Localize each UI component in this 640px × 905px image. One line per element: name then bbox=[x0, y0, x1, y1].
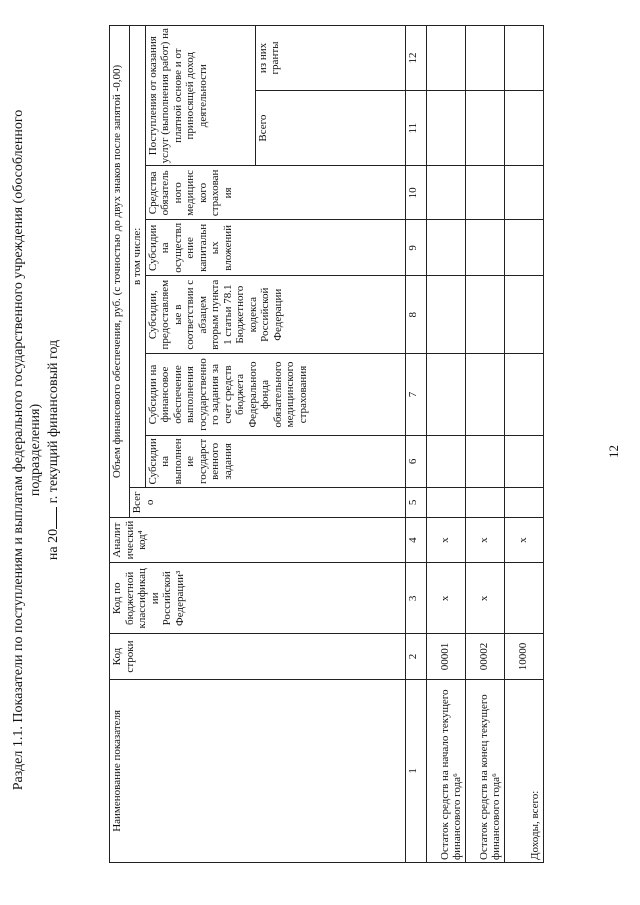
row-code: 00001 bbox=[426, 634, 465, 679]
row-budget-code: x bbox=[426, 563, 465, 634]
year-prefix: на 20 bbox=[46, 528, 61, 561]
header-col7: Субсидии на финансовое обеспечение выполнения государственного задания за счет средств бюджета Федерального фонда обязательного медицинского страхования bbox=[145, 354, 405, 436]
row-cell bbox=[426, 90, 465, 165]
col-number-7: 7 bbox=[405, 354, 426, 436]
header-volume: Объем финансового обеспечения, руб. (с точностью до двух знаков после запятой -0,00) bbox=[110, 26, 130, 518]
row-name: Остаток средств на конец текущего финансового года⁶ bbox=[465, 679, 504, 862]
header-col12: из них гранты bbox=[255, 26, 405, 91]
row-cell bbox=[465, 487, 504, 517]
table-row bbox=[504, 26, 543, 863]
row-cell bbox=[426, 354, 465, 436]
header-code: Код строки bbox=[110, 634, 406, 679]
page-number: 12 bbox=[606, 445, 621, 458]
col-number-10: 10 bbox=[405, 166, 426, 220]
col-number-8: 8 bbox=[405, 276, 426, 354]
row-cell bbox=[465, 435, 504, 487]
row-analytic-code: x bbox=[426, 517, 465, 562]
col-number-5: 5 bbox=[405, 487, 426, 517]
col-number-3: 3 bbox=[405, 563, 426, 634]
row-budget-code bbox=[504, 563, 543, 634]
col-number-12: 12 bbox=[405, 26, 426, 91]
table-row bbox=[465, 26, 504, 863]
row-cell bbox=[426, 487, 465, 517]
row-cell bbox=[504, 220, 543, 276]
table-row bbox=[426, 26, 465, 863]
header-col11: Всего bbox=[255, 90, 405, 165]
header-budget-code: Код по бюджетной классификации Российской Федерации³ bbox=[110, 563, 406, 634]
header-name: Наименование показателя bbox=[110, 679, 406, 862]
row-analytic-code: x bbox=[465, 517, 504, 562]
col-number-9: 9 bbox=[405, 220, 426, 276]
header-col9: Субсидии на осуществление капитальных вложений bbox=[145, 220, 405, 276]
year-blank bbox=[56, 507, 57, 529]
row-budget-code: x bbox=[465, 563, 504, 634]
header-col8: Субсидии, предоставляемые в соответствии с абзацем вторым пункта 1 статьи 78.1 Бюджетного кодекса Российской Федерации bbox=[145, 276, 405, 354]
row-cell bbox=[465, 90, 504, 165]
section-heading bbox=[10, 55, 62, 845]
row-cell bbox=[426, 166, 465, 220]
col-number-11: 11 bbox=[405, 90, 426, 165]
row-cell bbox=[504, 166, 543, 220]
header-col6: Субсидии на выполнение государственного задания bbox=[145, 435, 405, 487]
row-cell bbox=[426, 435, 465, 487]
year-suffix: г. текущий финансовый год bbox=[46, 339, 61, 504]
col-number-4: 4 bbox=[405, 517, 426, 562]
row-cell bbox=[426, 276, 465, 354]
header-col11-12: Поступления от оказания услуг (выполнения работ) на платной основе и от приносящей доход деятельности bbox=[145, 26, 255, 166]
col-number-6: 6 bbox=[405, 435, 426, 487]
row-analytic-code: x bbox=[504, 517, 543, 562]
heading-line-1: Раздел 1.1. Показатели по поступлениям и выплатам федерального государственного учреждения (обособленного bbox=[11, 109, 26, 791]
row-cell bbox=[504, 354, 543, 436]
header-total: Всего bbox=[130, 487, 406, 517]
indicators-table bbox=[109, 25, 544, 863]
col-number-2: 2 bbox=[405, 634, 426, 679]
row-cell bbox=[504, 90, 543, 165]
row-cell bbox=[465, 354, 504, 436]
header-col10: Средства обязательного медицинского страхования bbox=[145, 166, 405, 220]
header-analytic-code: Аналитический код⁴ bbox=[110, 517, 406, 562]
row-cell bbox=[504, 26, 543, 91]
row-cell bbox=[504, 435, 543, 487]
row-cell bbox=[504, 276, 543, 354]
heading-year-line bbox=[45, 55, 62, 845]
row-code: 00002 bbox=[465, 634, 504, 679]
row-cell bbox=[426, 26, 465, 91]
row-cell bbox=[465, 220, 504, 276]
col-number-1: 1 bbox=[405, 679, 426, 862]
header-in-that: в том числе: bbox=[130, 26, 146, 488]
row-cell bbox=[465, 26, 504, 91]
row-name: Остаток средств на начало текущего финансового года⁶ bbox=[426, 679, 465, 862]
row-cell bbox=[504, 487, 543, 517]
row-code: 10000 bbox=[504, 634, 543, 679]
row-cell bbox=[426, 220, 465, 276]
row-cell bbox=[465, 276, 504, 354]
row-name: Доходы, всего: bbox=[504, 679, 543, 862]
row-cell bbox=[465, 166, 504, 220]
heading-line-2: подразделения) bbox=[28, 403, 43, 497]
